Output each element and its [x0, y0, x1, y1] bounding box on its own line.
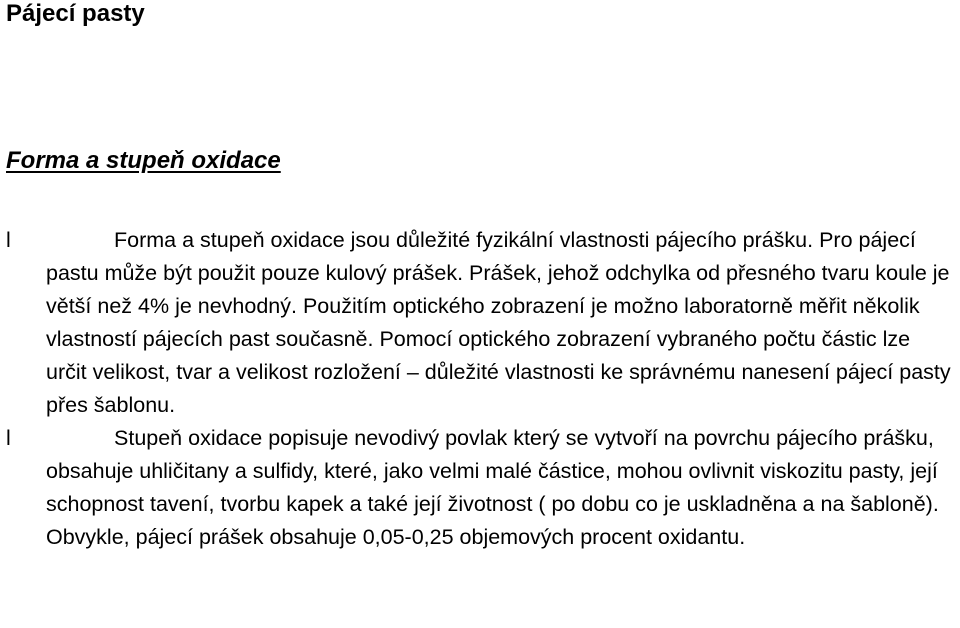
page-title: Pájecí pasty	[6, 0, 145, 27]
bullet-icon: l	[6, 228, 11, 252]
paragraph-form-and-oxidation	[0, 224, 960, 422]
section-subtitle: Forma a stupeň oxidace	[6, 147, 281, 174]
paragraph-text: Stupeň oxidace popisuje nevodivý povlak který se vytvoří na povrchu pájecího prášku, obsahuje uhličitany a sulfidy, které, jako velmi malé částice, mohou ovlivnit viskozitu pasty, její schopnost tavení, tvorbu kapek a také její životnost ( po dobu co je uskladněna a na šabloně). Obvykle, pájecí prášek obsahuje 0,05-0,25 objemových procent oxidantu.	[46, 426, 939, 549]
content-body	[0, 224, 960, 554]
bullet-icon: l	[6, 426, 11, 450]
paragraph-text: Forma a stupeň oxidace jsou důležité fyzikální vlastnosti pájecího prášku. Pro pájecí pastu může být použit pouze kulový prášek. Prášek, jehož odchylka od přesného tvaru koule je větší než 4% je nevhodný. Použitím optického zobrazení je možno laboratorně měřit několik vlastností pájecích past současně. Pomocí optického zobrazení vybraného počtu částic lze určit velikost, tvar a velikost rozložení – důležité vlastnosti ke správnému nanesení pájecí pasty přes šablonu.	[46, 228, 951, 417]
paragraph-oxidation-degree	[0, 422, 960, 554]
